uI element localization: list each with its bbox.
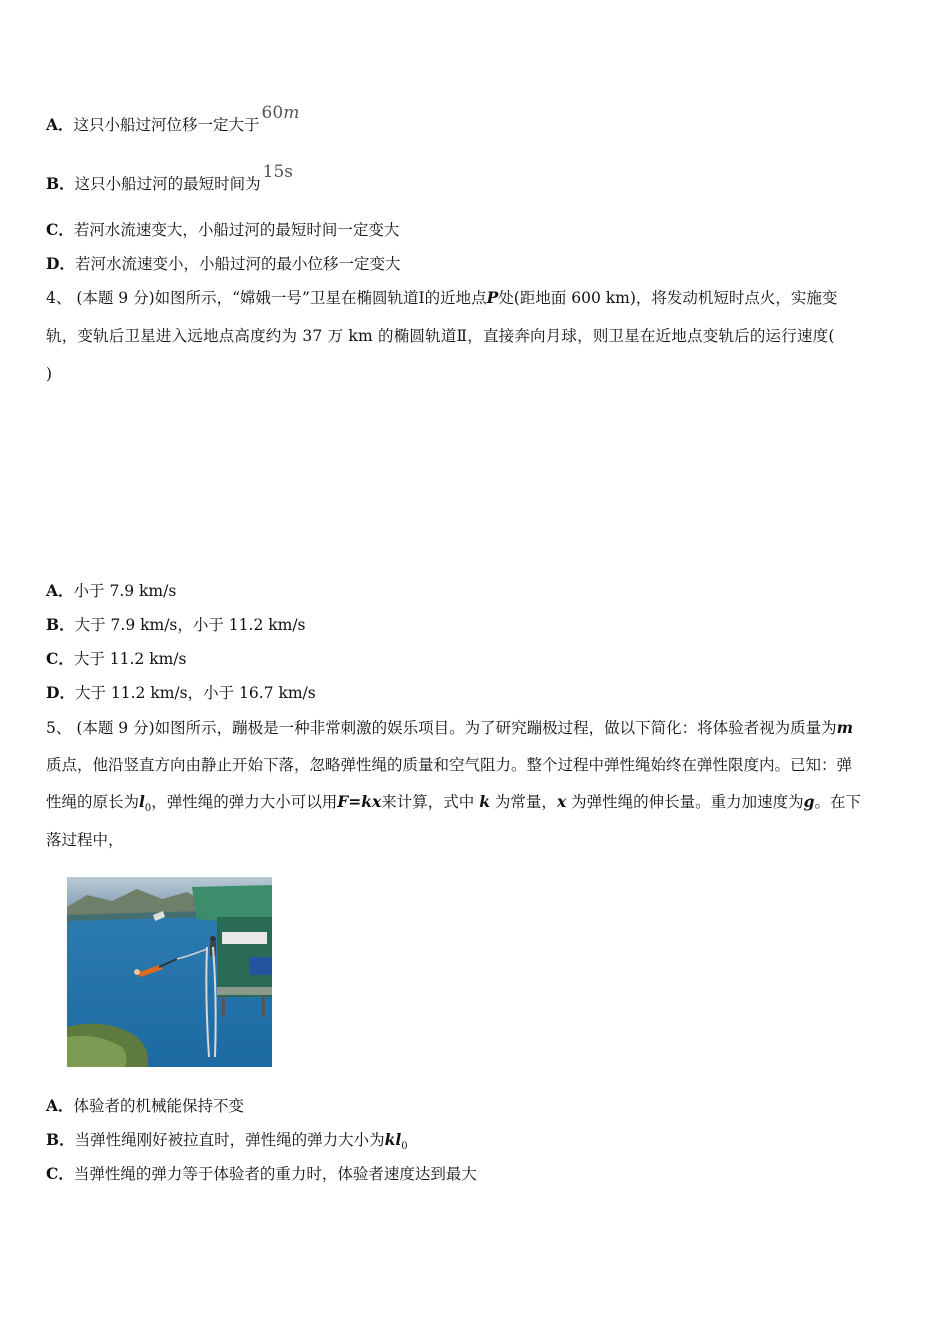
var-m: m xyxy=(836,718,854,737)
option-letter: B． xyxy=(46,1130,75,1149)
option-letter: B． xyxy=(46,174,75,193)
option-letter: D． xyxy=(46,254,75,273)
q4-stem-part: (本题 9 分)如图所示，“嫦娥一号”卫星在椭圆轨道Ⅰ的近地点 xyxy=(76,289,487,307)
formula-f: F=kx xyxy=(337,792,382,811)
q4-option-b xyxy=(46,615,306,635)
q5-stem-part: 来计算，式中 xyxy=(381,793,475,811)
q4-option-d xyxy=(46,683,316,703)
math-unit: s xyxy=(284,162,293,182)
math-unit: m xyxy=(283,103,300,123)
q5-stem-part: 性绳的原长为 xyxy=(46,793,140,811)
option-text: 大于 11.2 km/s，小于 16.7 km/s xyxy=(74,684,316,702)
q3-option-a xyxy=(46,103,300,135)
option-letter: A． xyxy=(46,581,74,600)
option-text: 当弹性绳刚好被拉直时，弹性绳的弹力大小为 xyxy=(74,1131,385,1149)
q5-stem-part: ，弹性绳的弹力大小可以用 xyxy=(151,793,338,811)
q4-line-2: 轨，变轨后卫星进入远地点高度约为 37 万 km 的椭圆轨道Ⅱ，直接奔向月球，则卫星在近地点变轨后的运行速度( xyxy=(46,327,835,345)
q4-stem-part: 处(距地面 600 km)，将发动机短时点火，实施变 xyxy=(498,289,838,307)
option-text: 大于 7.9 km/s，小于 11.2 km/s xyxy=(74,616,306,634)
q4-line-1 xyxy=(46,288,908,308)
var-kl: kl xyxy=(384,1130,402,1149)
q3-option-d xyxy=(46,254,400,274)
option-letter: C． xyxy=(46,220,74,239)
var-g: g xyxy=(803,792,815,811)
option-letter: A． xyxy=(46,1096,74,1115)
q5-option-a xyxy=(46,1096,244,1116)
q5-option-c xyxy=(46,1164,477,1184)
point-p: P xyxy=(486,288,499,307)
math-number: 15 xyxy=(262,162,285,182)
q5-stem-part: 为常量， xyxy=(494,793,557,811)
q4-line-3: ) xyxy=(46,365,53,383)
option-text: 若河水流速变小，小船过河的最小位移一定变大 xyxy=(74,255,401,273)
option-letter: A． xyxy=(46,115,74,134)
option-text: 当弹性绳的弹力等于体验者的重力时，体验者速度达到最大 xyxy=(73,1165,477,1183)
math-number: 60 xyxy=(261,103,284,123)
math-value xyxy=(263,162,293,182)
var-l: l xyxy=(139,792,145,811)
option-letter: D． xyxy=(46,683,75,702)
q5-stem-part: 。在下 xyxy=(814,793,861,811)
q5-stem-part: (本题 9 分)如图所示，蹦极是一种非常刺激的娱乐项目。为了研究蹦极过程，做以下简化：将体验者视为质量为 xyxy=(76,719,837,737)
q5-line-4: 落过程中， xyxy=(46,831,124,849)
subscript: 0 xyxy=(401,1141,408,1153)
option-text: 体验者的机械能保持不变 xyxy=(73,1097,245,1115)
question-number: 4、 xyxy=(46,289,72,307)
option-letter: C． xyxy=(46,1164,74,1183)
option-text: 若河水流速变大，小船过河的最短时间一定变大 xyxy=(73,221,400,239)
q3-option-b xyxy=(46,162,293,194)
option-text: 这只小船过河位移一定大于 xyxy=(73,116,260,134)
option-text: 大于 11.2 km/s xyxy=(73,650,187,668)
q5-stem-part: 为弹性绳的伸长量。重力加速度为 xyxy=(571,793,804,811)
q5-option-b xyxy=(46,1130,408,1157)
q4-line-1-text xyxy=(46,288,837,308)
option-text: 这只小船过河的最短时间为 xyxy=(74,175,261,193)
bungee-jumping-photo xyxy=(67,877,272,1067)
q5-line-2: 质点，他沿竖直方向由静止开始下落，忽略弹性绳的质量和空气阻力。整个过程中弹性绳始终在弹性限度内。已知：弹 xyxy=(46,756,853,774)
subscript: 0 xyxy=(144,803,152,815)
option-letter: B． xyxy=(46,615,75,634)
option-text: 小于 7.9 km/s xyxy=(73,582,177,600)
q3-option-c xyxy=(46,220,399,240)
q5-line-1 xyxy=(46,718,908,738)
q4-option-a xyxy=(46,581,176,601)
question-number: 5、 xyxy=(46,719,72,737)
option-letter: C． xyxy=(46,649,74,668)
math-value xyxy=(262,103,300,123)
q5-line-3 xyxy=(46,792,908,819)
var-k: k xyxy=(479,792,490,811)
var-x: x xyxy=(556,792,567,811)
q4-option-c xyxy=(46,649,186,669)
